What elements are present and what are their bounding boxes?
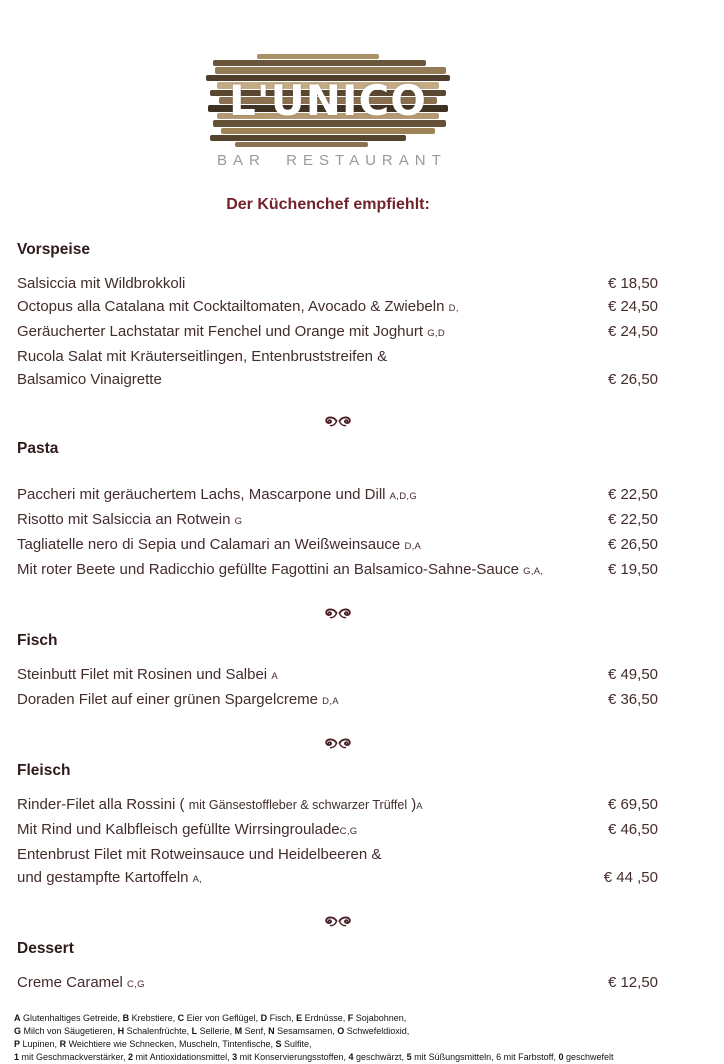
menu-section [17,915,658,996]
menu-section [17,607,658,713]
item-name: Mit Rind und Kalbfleisch gefüllte WirrsingrouladeC,G [17,821,358,838]
item-price: € 49,50 [607,666,658,683]
item-name: Creme Caramel C,G [17,974,145,991]
section-divider [17,415,658,429]
menu-body [0,240,724,996]
menu-item-row [17,320,658,345]
section-divider [17,607,658,621]
section-items [17,793,658,891]
item-name: Rinder-Filet alla Rossini ( mit Gänsestoffleber & schwarzer Trüffel )A [17,796,423,813]
allergen-codes: A [271,671,278,682]
menu-item-row [17,663,658,688]
fleuron-ornament-icon [321,915,355,928]
fleuron-ornament-icon [321,607,355,620]
menu-item [17,533,658,558]
menu-item-row [17,793,658,818]
menu-item-row [17,688,658,713]
menu-item-row [17,295,658,320]
item-name: Doraden Filet auf einer grünen Spargelcreme D,A [17,691,339,708]
allergen-codes: A [416,801,423,812]
menu-item [17,508,658,533]
section-title: Fisch [17,632,58,649]
item-price: € 26,50 [607,371,658,388]
item-price: € 19,50 [607,561,658,578]
legend-line: A Glutenhaltiges Getreide, B Krebstiere, C Eier von Geflügel, D Fisch, E Erdnüsse, F Sojabohnen, [14,1013,407,1023]
menu-section [17,415,658,583]
section-divider [17,737,658,751]
logo-title: L'UNICO [228,76,428,125]
item-price: € 22,50 [607,511,658,528]
item-name: Mit roter Beete und Radicchio gefüllte Fagottini an Balsamico-Sahne-Sauce G,A, [17,561,544,578]
menu-header [0,0,656,214]
menu-item-row [17,843,658,866]
fleuron-ornament-icon [321,737,355,750]
restaurant-logo [217,54,447,169]
item-name: Octopus alla Catalana mit Cocktailtomaten, Avocado & Zwiebeln D, [17,298,459,315]
menu-item-row [17,508,658,533]
menu-section [17,240,658,391]
menu-item [17,971,658,996]
menu-item-row [17,345,658,368]
item-name: Risotto mit Salsiccia an Rotwein G [17,511,243,528]
section-title: Fleisch [17,762,71,779]
menu-item [17,793,658,818]
menu-item [17,843,658,891]
item-price: € 46,50 [607,821,658,838]
section-title: Vorspeise [17,241,90,258]
item-price: € 22,50 [607,486,658,503]
legend-line: P Lupinen, R Weichtiere wie Schnecken, Muscheln, Tintenfische, S Sulfite, [14,1039,312,1049]
menu-item-row [17,483,658,508]
section-items [17,663,658,713]
item-price: € 44 ,50 [603,869,658,886]
section-divider [17,915,658,929]
menu-item [17,558,658,583]
allergen-codes: D, [448,303,459,314]
logo-wood-sticks [217,54,439,147]
menu-item-row [17,866,658,891]
menu-item [17,345,658,391]
item-name: Paccheri mit geräuchertem Lachs, Mascarpone und Dill A,D,G [17,486,418,503]
item-price: € 18,50 [607,275,658,292]
menu-item [17,483,658,508]
menu-item [17,320,658,345]
allergen-codes: D,A [404,541,422,552]
allergen-codes: A, [192,874,203,885]
section-title: Pasta [17,440,59,457]
allergen-codes: G,A, [523,566,544,577]
item-name: Rucola Salat mit Kräuterseitlingen, Entenbruststreifen & [17,348,388,365]
menu-item [17,272,658,295]
menu-item-row [17,971,658,996]
allergen-codes: G [234,516,243,527]
menu-item-row [17,533,658,558]
menu-item-row [17,272,658,295]
menu-section [17,737,658,891]
allergen-codes: C,G [127,979,145,990]
menu-item [17,688,658,713]
logo-subtitle: BAR RESTAURANT [217,152,447,169]
chef-recommendation-heading: Der Küchenchef empfiehlt: [226,196,430,213]
item-price: € 12,50 [607,974,658,991]
section-items [17,471,658,583]
legend-line: G Milch von Säugetieren, H Schalenfrüchte, L Sellerie, M Senf, N Sesamsamen, O Schwefeldioxid, [14,1026,410,1036]
menu-item-row [17,818,658,843]
menu-item-row [17,558,658,583]
allergen-codes: D,A [322,696,339,707]
item-name: Tagliatelle nero di Sepia und Calamari an Weißweinsauce D,A [17,536,422,553]
allergen-legend [0,1012,724,1064]
menu-item [17,295,658,320]
item-price: € 26,50 [607,536,658,553]
menu-item-row [17,368,658,391]
item-price: € 69,50 [607,796,658,813]
fleuron-ornament-icon [321,415,355,428]
item-name: Salsiccia mit Wildbrokkoli [17,275,186,292]
item-name: Entenbrust Filet mit Rotweinsauce und Heidelbeeren & [17,846,382,863]
allergen-codes: G,D [427,328,445,339]
item-name: Geräucherter Lachstatar mit Fenchel und Orange mit Joghurt G,D [17,323,445,340]
item-price: € 24,50 [607,323,658,340]
allergen-codes: A,D,G [389,491,418,502]
menu-item [17,663,658,688]
section-items [17,971,658,996]
item-name: Steinbutt Filet mit Rosinen und Salbei A [17,666,278,683]
item-name: Balsamico Vinaigrette [17,371,162,388]
item-price: € 24,50 [607,298,658,315]
item-price: € 36,50 [607,691,658,708]
section-title: Dessert [17,940,74,957]
allergen-codes: C,G [339,826,358,837]
menu-item [17,818,658,843]
section-items [17,272,658,391]
legend-line: 1 mit Geschmackverstärker, 2 mit Antioxidationsmittel, 3 mit Konservierungsstoffen, 4 geschwärzt, 5 mit Süßungsmitteln, 6 mit Farbstoff, 0 geschwefelt [14,1052,614,1062]
item-name: und gestampfte Kartoffeln A, [17,869,203,886]
